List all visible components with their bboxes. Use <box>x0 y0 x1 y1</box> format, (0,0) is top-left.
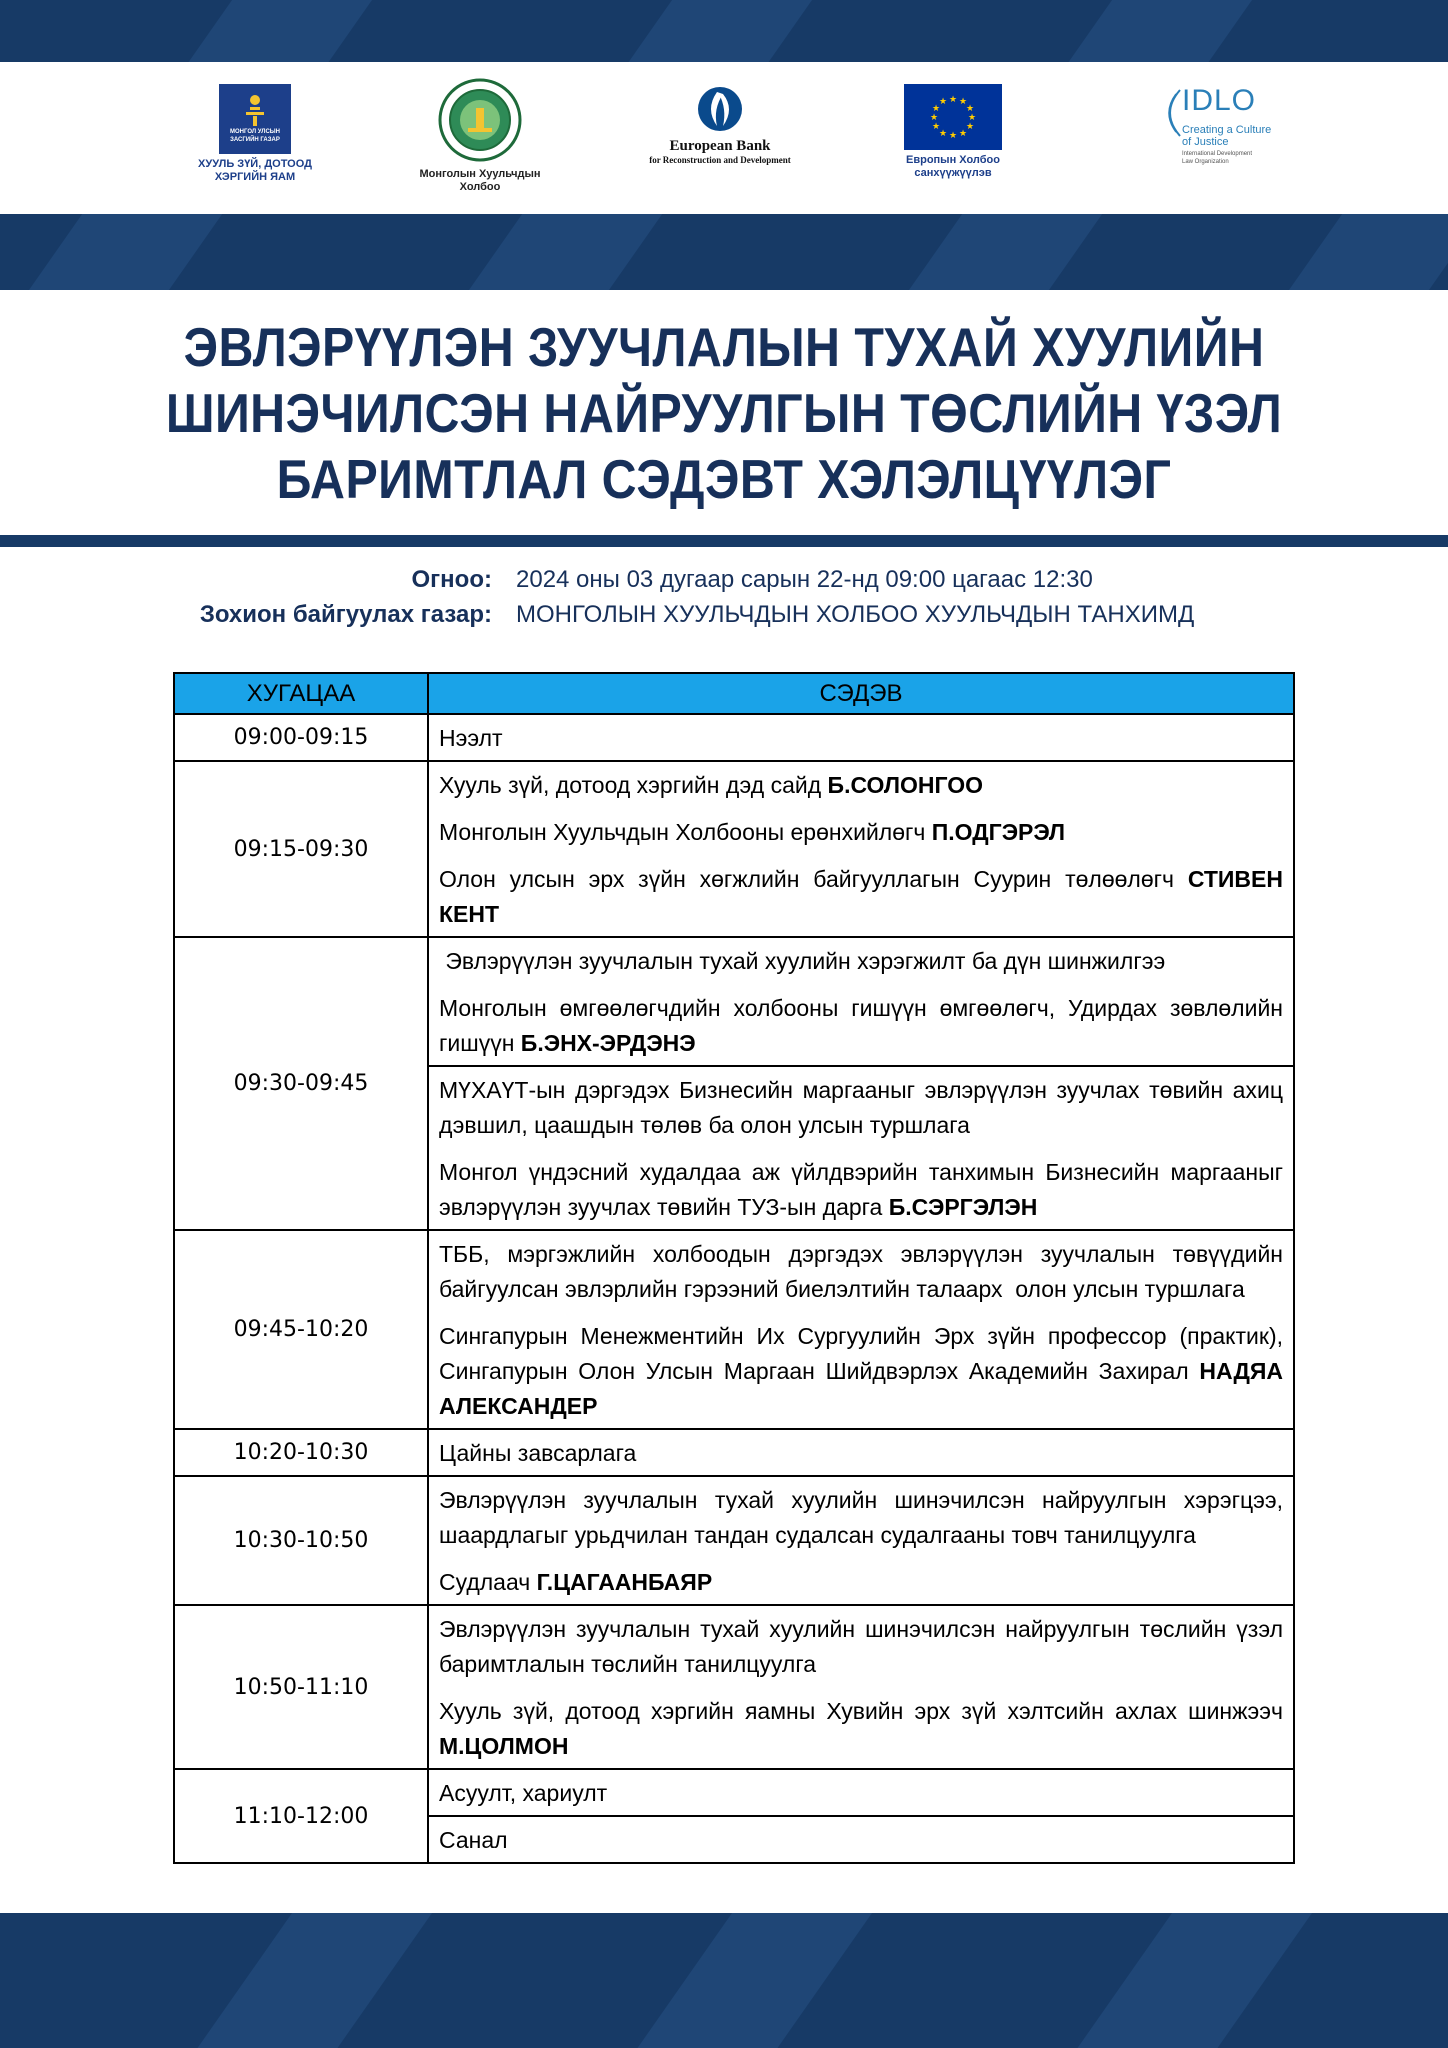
topic-text <box>439 862 1283 932</box>
svg-text:★: ★ <box>967 113 977 123</box>
speaker-name: НАДЯА АЛЕКСАНДЕР <box>439 1358 1283 1419</box>
speaker-name: Г.ЦАГААНБАЯР <box>536 1569 713 1595</box>
title-line-3: БАРИМТЛАЛ СЭДЭВТ ХЭЛЭЛЦҮҮЛЭГ <box>276 448 1172 510</box>
topic-text <box>439 991 1290 1061</box>
idlo-caption-2: of Justice <box>1182 136 1229 148</box>
topic-description: Эвлэрүүлэн зуучлалын тухай хуулийн шинэчилсэн найруулгын төслийн үзэл баримтлалын төслийн танилцуулга <box>439 1616 1290 1677</box>
svg-text:★: ★ <box>958 129 968 139</box>
eu-caption-2: санхүүжүүлэв <box>914 167 992 179</box>
speaker-name: СТИВЕН КЕНТ <box>439 866 1283 927</box>
topic-text <box>439 944 1283 979</box>
eu-flag-icon <box>904 84 1002 150</box>
time-cell: 10:50-11:10 <box>175 1606 429 1768</box>
column-header-time: ХУГАЦАА <box>175 674 429 713</box>
topic-block <box>429 938 1293 1067</box>
idlo-brand: IDLO <box>1182 84 1257 117</box>
eu-caption-1: Европын Холбоо <box>906 154 1000 166</box>
topic-description: Судлаач <box>439 1569 537 1595</box>
topic-description: ТББ, мэргэжлийн холбоодын дэргэдэх эвлэрүүлэн зуучлалын төвүүдийн байгуулсан эвлэрлийн гэрээний биелэлтийн талаарх олон улсын туршлага <box>439 1241 1290 1302</box>
topic-text <box>439 1319 1290 1424</box>
topic-cell <box>429 762 1293 936</box>
svg-text:★: ★ <box>958 97 968 107</box>
topic-block <box>429 1817 1293 1862</box>
topic-cell <box>429 938 1293 1229</box>
title-divider <box>0 535 1448 547</box>
title-line-2: ШИНЭЧИЛСЭН НАЙРУУЛГЫН ТӨСЛИЙН ҮЗЭЛ <box>165 382 1283 444</box>
date-label: Огноо: <box>411 566 492 593</box>
idlo-caption-4: Law Organization <box>1182 159 1229 165</box>
logo-strip <box>0 62 1448 214</box>
topic-block <box>429 762 1293 936</box>
table-row <box>175 715 1293 762</box>
mongolia-emblem-icon: МОНГОЛ УЛСЫН ЗАСГИЙН ГАЗАР <box>219 84 291 154</box>
topic-description: Нээлт <box>439 725 503 751</box>
table-body <box>175 715 1293 1862</box>
place-value: МОНГОЛЫН ХУУЛЬЧДЫН ХОЛБОО ХУУЛЬЧДЫН ТАНХИМД <box>516 601 1195 628</box>
svg-text:★: ★ <box>948 131 958 141</box>
idlo-caption-3: International Development <box>1182 151 1253 157</box>
topic-cell <box>429 1477 1293 1604</box>
topic-text <box>439 1612 1290 1682</box>
topic-description: Монголын Хуульчдын Холбооны ерөнхийлөгч <box>439 819 932 845</box>
speaker-name: Б.СОЛОНГОО <box>827 772 983 798</box>
topic-description: Монгол үндэсний худалдаа аж үйлдвэрийн танхимын Бизнесийн маргааныг эвлэрүүлэн зуучлах төвийн ТУЗ-ын дарга <box>439 1159 1290 1220</box>
topic-description: Монголын өмгөөлөгчдийн холбооны гишүүн өмгөөлөгч, Удирдах зөвлөлийн гишүүн <box>439 995 1290 1056</box>
topic-description: Асуулт, хариулт <box>439 1780 608 1806</box>
topic-text <box>439 815 1283 850</box>
ministry-caption-2: ХЭРГИЙН ЯАМ <box>214 171 296 183</box>
time-cell: 09:45-10:20 <box>175 1231 429 1428</box>
table-row <box>175 938 1293 1231</box>
bar-association-caption-2: Холбоо <box>459 181 501 193</box>
topic-text <box>439 1565 1283 1600</box>
topic-block <box>429 1770 1293 1817</box>
svg-text:★: ★ <box>965 122 975 132</box>
svg-text:★: ★ <box>931 104 941 114</box>
topic-text <box>439 1776 1283 1811</box>
topic-text <box>439 1237 1290 1307</box>
time-cell: 09:15-09:30 <box>175 762 429 936</box>
topic-block <box>429 1231 1293 1428</box>
time-cell: 09:30-09:45 <box>175 938 429 1229</box>
topic-text <box>439 1155 1290 1225</box>
table-row <box>175 1477 1293 1606</box>
ebrd-logo <box>630 84 810 165</box>
topic-cell <box>429 1606 1293 1768</box>
ebrd-logo-icon <box>695 84 745 134</box>
topic-description: Санал <box>439 1827 508 1853</box>
table-row <box>175 1770 1293 1862</box>
topic-cell <box>429 1231 1293 1428</box>
svg-text:★: ★ <box>931 122 941 132</box>
topic-text <box>439 1483 1290 1553</box>
time-cell: 10:30-10:50 <box>175 1477 429 1604</box>
table-row <box>175 1430 1293 1477</box>
bottom-banner <box>0 1913 1448 2048</box>
ministry-caption-1: ХУУЛЬ ЗҮЙ, ДОТООД <box>198 158 312 170</box>
topic-description: Эвлэрүүлэн зуучлалын тухай хуулийн хэрэгжилт ба дүн шинжилгээ <box>439 948 1166 974</box>
idlo-logo-icon <box>1160 88 1182 138</box>
eu-logo <box>880 84 1026 180</box>
topic-cell <box>429 1430 1293 1475</box>
topic-text <box>439 1436 1283 1471</box>
bar-association-seal-icon <box>438 78 522 162</box>
time-cell: 10:20-10:30 <box>175 1430 429 1475</box>
topic-description: Олон улсын эрх зүйн хөгжлийн байгууллагын Суурин төлөөлөгч <box>439 866 1188 892</box>
speaker-name: Б.СЭРГЭЛЭН <box>888 1194 1038 1220</box>
topic-description: Хууль зүй, дотоод хэргийн яамны Хувийн эрх зүй хэлтсийн ахлах шинжээч <box>439 1698 1290 1724</box>
place-label: Зохион байгуулах газар: <box>199 601 492 628</box>
topic-text <box>439 721 1283 756</box>
table-row <box>175 762 1293 938</box>
speaker-name: П.ОДГЭРЭЛ <box>931 819 1066 845</box>
column-header-topic: СЭДЭВ <box>819 679 903 707</box>
svg-text:★: ★ <box>938 129 948 139</box>
table-row <box>175 1231 1293 1430</box>
svg-text:★: ★ <box>948 95 958 105</box>
bar-association-logo <box>400 84 560 194</box>
time-cell: 11:10-12:00 <box>175 1770 429 1862</box>
topic-block <box>429 1430 1293 1475</box>
svg-text:★: ★ <box>965 104 975 114</box>
schedule-table <box>173 672 1295 1864</box>
topic-description: МҮХАҮТ-ын дэргэдэх Бизнесийн маргааныг эвлэрүүлэн зуучлах төвийн ахиц дэвшил, цаашдын төлөв ба олон улсын туршлага <box>439 1077 1290 1138</box>
svg-text:★: ★ <box>929 113 939 123</box>
topic-block <box>429 1477 1293 1604</box>
topic-description: Сингапурын Менежментийн Их Сургуулийн Эрх зүйн профессор (практик), Сингапурын Олон Улсын Маргаан Шийдвэрлэх Академийн Захирал <box>439 1323 1290 1384</box>
topic-block <box>429 715 1293 760</box>
table-header <box>175 674 1293 715</box>
topic-block <box>429 1606 1293 1768</box>
topic-text <box>439 1823 1283 1858</box>
date-value: 2024 оны 03 дугаар сарын 22-нд 09:00 цагаас 12:30 <box>516 566 1093 593</box>
svg-text:★: ★ <box>938 97 948 107</box>
ebrd-caption-2: for Reconstruction and Development <box>649 155 791 165</box>
topic-text <box>439 1073 1290 1143</box>
ebrd-caption-1: European Bank <box>669 138 771 154</box>
idlo-caption-1: Creating a Culture <box>1182 124 1272 136</box>
idlo-logo <box>1160 84 1300 166</box>
event-title <box>87 314 1361 512</box>
ministry-logo <box>170 84 340 184</box>
topic-cell <box>429 715 1293 760</box>
topic-description: Цайны завсарлага <box>439 1440 637 1466</box>
time-cell: 09:00-09:15 <box>175 715 429 760</box>
topic-description: Хууль зүй, дотоод хэргийн дэд сайд <box>439 772 828 798</box>
topic-description: Эвлэрүүлэн зуучлалын тухай хуулийн шинэчилсэн найруулгын хэрэгцээ, шаардлагыг урьдчилан тандан судалсан судалгааны товч танилцуулга <box>439 1487 1290 1548</box>
title-line-1: ЭВЛЭРҮҮЛЭН ЗУУЧЛАЛЫН ТУХАЙ ХУУЛИЙН <box>183 316 1265 378</box>
bar-association-caption-1: Монголын Хуульчдын <box>419 168 541 180</box>
topic-text <box>439 768 1283 803</box>
topic-cell <box>429 1770 1293 1862</box>
topic-block <box>429 1067 1293 1229</box>
table-row <box>175 1606 1293 1770</box>
topic-text <box>439 1694 1290 1764</box>
speaker-name: Б.ЭНХ-ЭРДЭНЭ <box>520 1030 696 1056</box>
speaker-name: М.ЦОЛМОН <box>439 1733 569 1759</box>
